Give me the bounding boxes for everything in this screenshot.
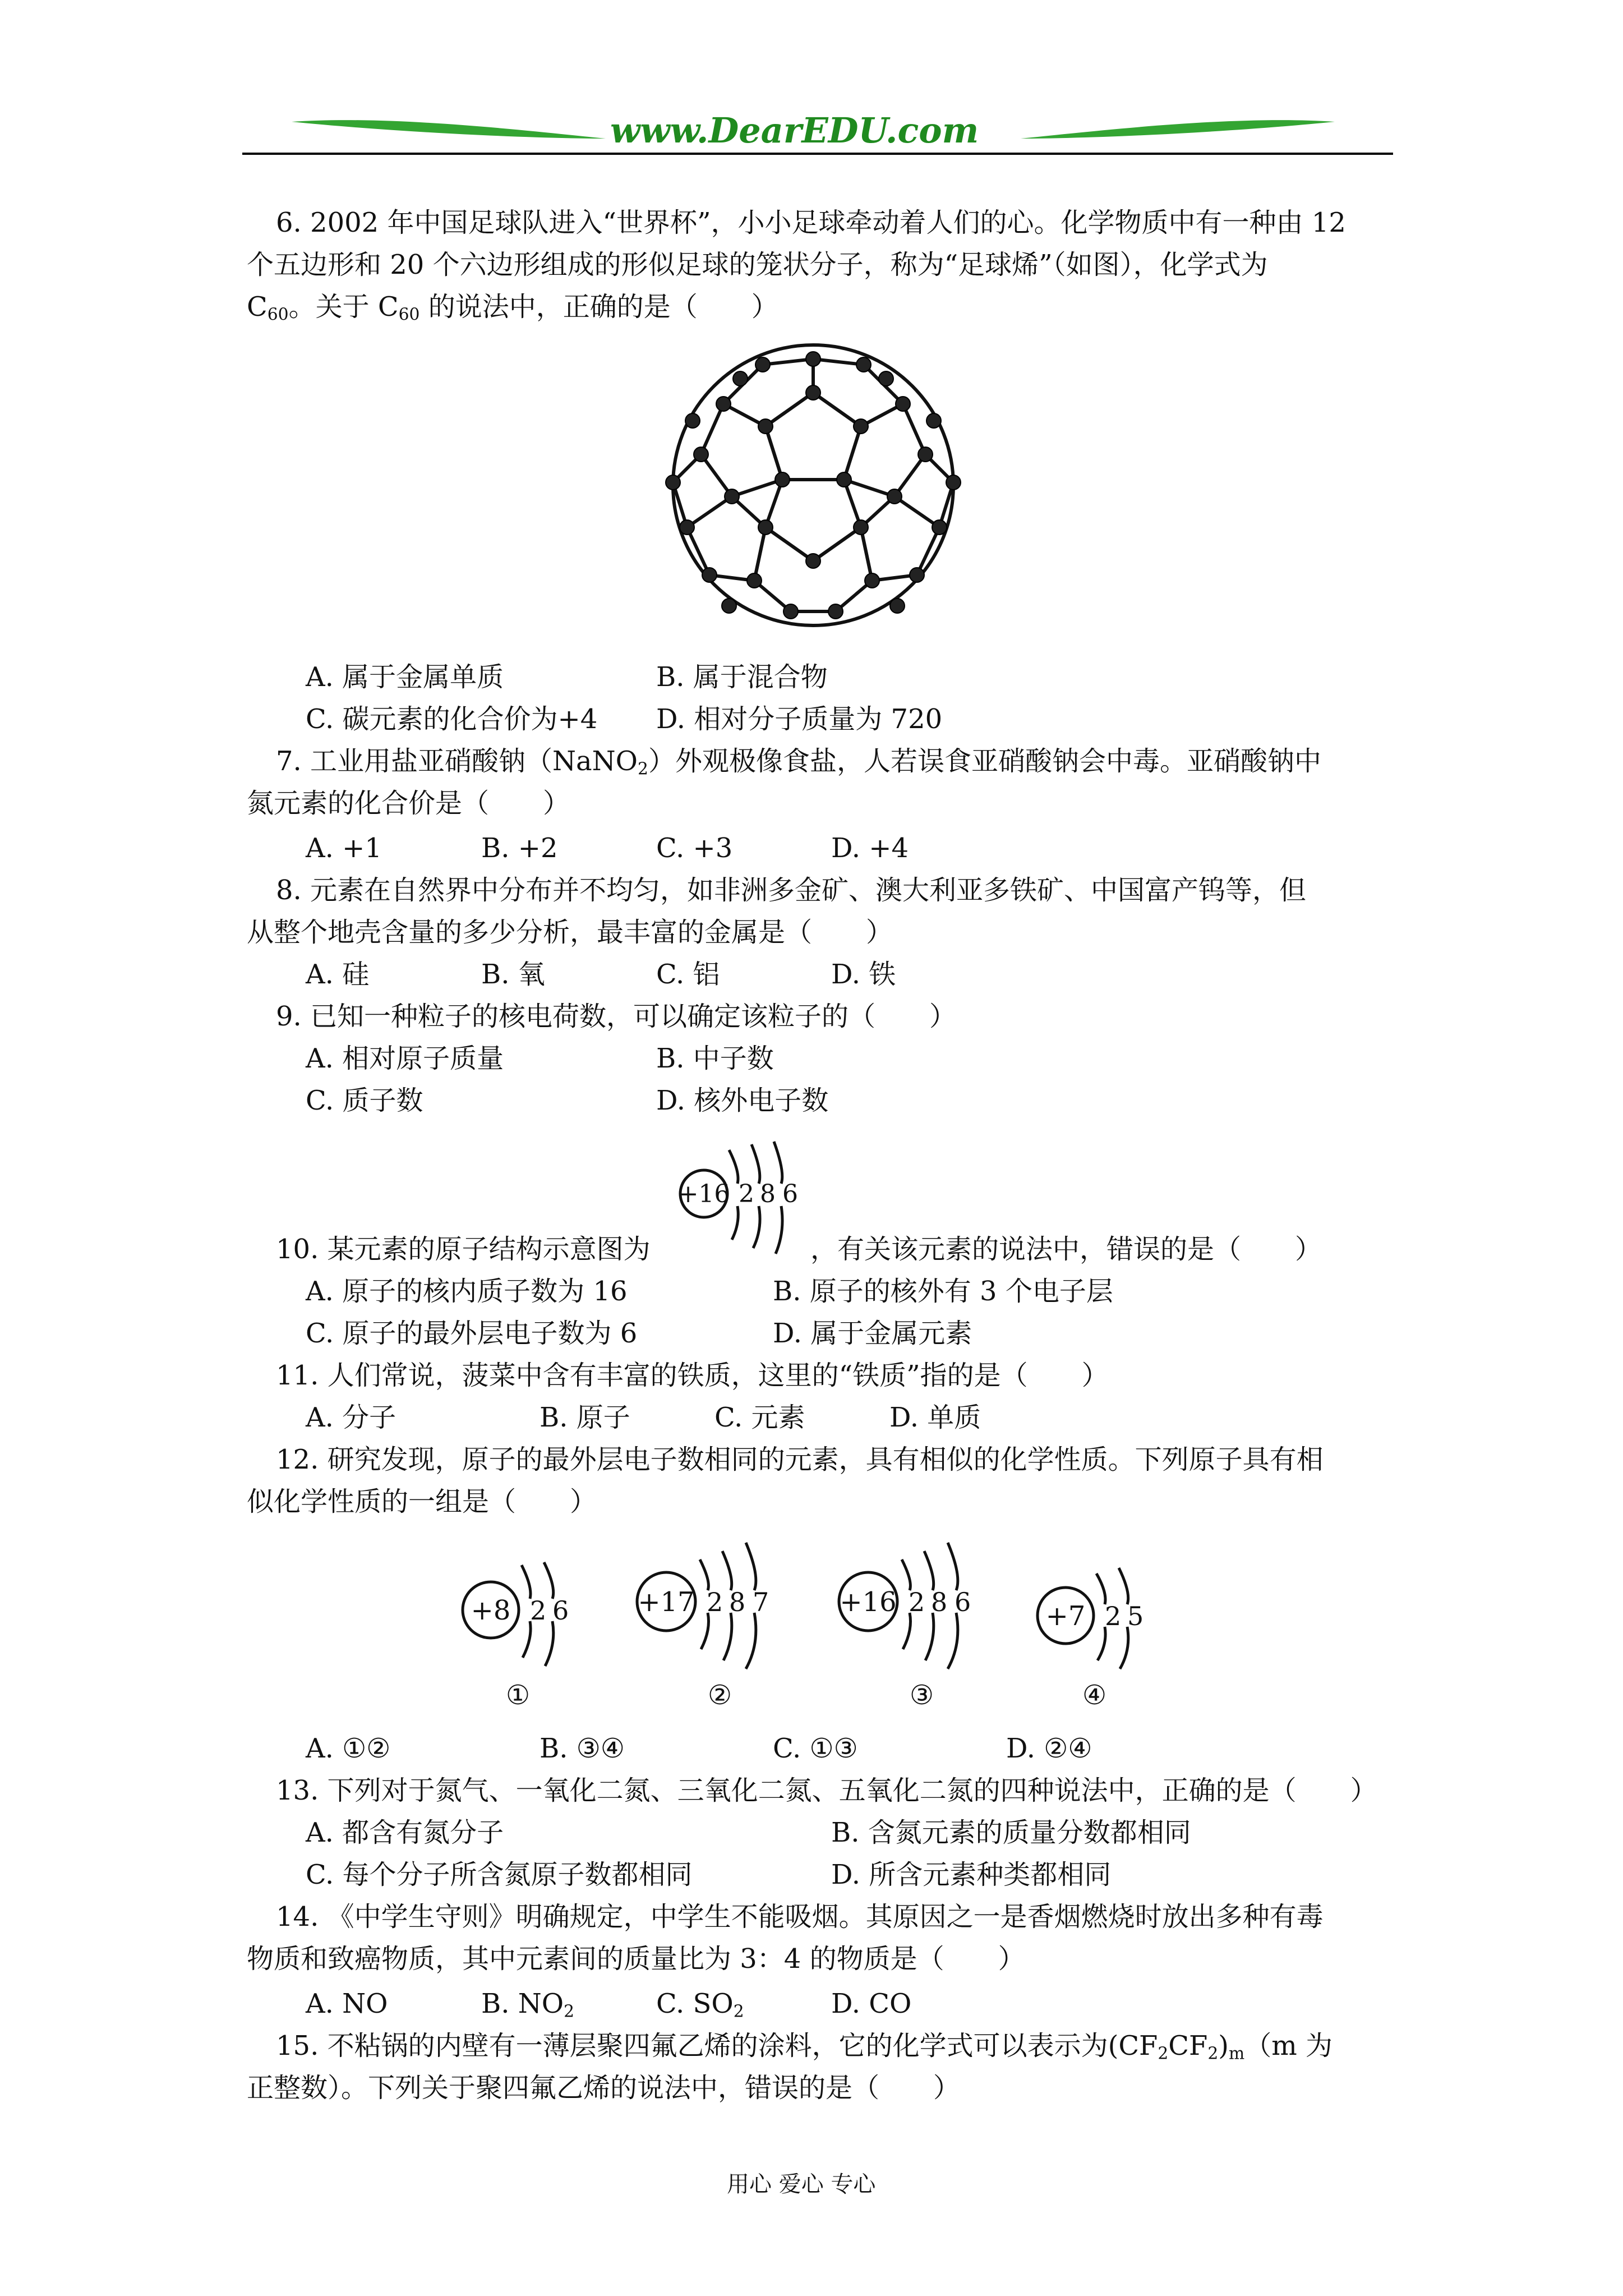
q12-atom-4-label: ④ xyxy=(1082,1680,1107,1711)
fullerene-c60-image xyxy=(639,325,987,645)
q10-shell-3: 6 xyxy=(782,1180,798,1208)
q9-option-c[interactable]: C. 质子数 xyxy=(306,1085,423,1116)
q11-option-d[interactable]: D. 单质 xyxy=(889,1402,981,1433)
q12-atom-2-shell-1: 2 xyxy=(707,1587,723,1617)
q12-atom-2-shell-3: 7 xyxy=(753,1587,769,1617)
q9-line1: 9. 已知一种粒子的核电荷数，可以确定该粒子的（ ） xyxy=(276,1001,957,1032)
q9-option-d[interactable]: D. 核外电子数 xyxy=(656,1085,829,1116)
q12-option-d[interactable]: D. ②④ xyxy=(1006,1733,1092,1764)
q12-atom-2-label: ② xyxy=(708,1680,732,1711)
q11-option-c[interactable]: C. 元素 xyxy=(714,1402,805,1433)
q12-atom-4 xyxy=(1029,1559,1164,1677)
q11-option-b[interactable]: B. 原子 xyxy=(540,1402,630,1433)
q14-option-b[interactable]: B. $NO_2$ xyxy=(481,1988,575,2022)
q13-line1: 13. 下列对于氮气、一氧化二氮、三氧化二氮、五氧化二氮的四种说法中，正确的是（ ） xyxy=(276,1775,1377,1806)
q7-option-a[interactable]: A. +1 xyxy=(306,832,382,864)
page-footer: 用心 爱心 专心 xyxy=(727,2171,876,2197)
q12-atom-1-shell-1: 2 xyxy=(530,1595,547,1626)
q10-shell-2: 8 xyxy=(760,1180,776,1208)
q8-option-b[interactable]: B. 氧 xyxy=(481,959,545,990)
q14-option-a[interactable]: A. NO xyxy=(306,1988,388,2019)
q12-atom-1-label: ① xyxy=(506,1680,531,1711)
q12-option-a[interactable]: A. ①② xyxy=(306,1733,391,1764)
q10-option-a[interactable]: A. 原子的核内质子数为 16 xyxy=(306,1276,628,1307)
q10-shell-1: 2 xyxy=(739,1180,754,1208)
q10-atom-diagram xyxy=(676,1128,816,1268)
q6-option-d[interactable]: D. 相对分子质量为 720 xyxy=(656,703,943,735)
q8-option-d[interactable]: D. 铁 xyxy=(831,959,896,990)
q12-atom-3 xyxy=(830,1537,993,1672)
q14-option-d[interactable]: D. CO xyxy=(831,1988,912,2019)
q10-option-d[interactable]: D. 属于金属元素 xyxy=(773,1318,972,1349)
q11-option-a[interactable]: A. 分子 xyxy=(306,1402,396,1433)
q15-line1: 15. 不粘锅的内壁有一薄层聚四氟乙烯的涂料，它的化学式可以表示为$(CF_2CF_2)_m(m$ 为 xyxy=(276,2030,1332,2064)
q7-option-b[interactable]: B. +2 xyxy=(481,832,558,864)
q12-atom-1 xyxy=(454,1554,589,1677)
q7-line1: 7. 工业用盐亚硝酸钠（NaNO$_2$）外观极像食盐，人若误食亚硝酸钠会中毒。亚硝酸钠中 xyxy=(276,746,1321,779)
q6-option-b[interactable]: B. 属于混合物 xyxy=(656,661,828,693)
q10-line1b: ，有关该元素的说法中，错误的是（ ） xyxy=(810,1234,1322,1265)
q12-atom-3-nucleus: +16 xyxy=(840,1586,897,1618)
q12-atom-1-nucleus: +8 xyxy=(471,1595,511,1626)
q7-line2: 氮元素的化合价是（ ） xyxy=(247,788,570,819)
header-divider xyxy=(242,153,1393,155)
q14-line1: 14. 《中学生守则》明确规定，中学生不能吸烟。其原因之一是香烟燃烧时放出多种有毒 xyxy=(276,1901,1324,1932)
site-logo-text[interactable]: www.DearEDU.com xyxy=(610,110,979,151)
q14-line2: 物质和致癌物质，其中元素间的质量比为 3：4 的物质是（ ） xyxy=(247,1943,1025,1975)
q7-option-c[interactable]: C. +3 xyxy=(656,832,733,864)
q12-atom-2-nucleus: +17 xyxy=(638,1586,695,1618)
q10-option-c[interactable]: C. 原子的最外层电子数为 6 xyxy=(306,1318,638,1349)
q12-atom-3-shell-2: 8 xyxy=(931,1587,948,1617)
q13-option-c[interactable]: C. 每个分子所含氮原子数都相同 xyxy=(306,1859,693,1890)
q12-atom-3-shell-1: 2 xyxy=(909,1587,925,1617)
q13-option-b[interactable]: B. 含氮元素的质量分数都相同 xyxy=(831,1817,1191,1848)
q12-atom-1-shell-2: 6 xyxy=(552,1595,569,1626)
q6-option-c[interactable]: C. 碳元素的化合价为+4 xyxy=(306,703,598,735)
q9-option-a[interactable]: A. 相对原子质量 xyxy=(306,1043,504,1074)
q8-line2: 从整个地壳含量的多少分析，最丰富的金属是（ ） xyxy=(247,917,893,948)
q10-option-b[interactable]: B. 原子的核外有 3 个电子层 xyxy=(773,1276,1113,1307)
q13-option-a[interactable]: A. 都含有氮分子 xyxy=(306,1817,504,1848)
q14-option-c[interactable]: C. $SO_2$ xyxy=(656,1988,744,2022)
q8-option-a[interactable]: A. 硅 xyxy=(306,959,370,990)
q13-option-d[interactable]: D. 所含元素种类都相同 xyxy=(831,1859,1112,1890)
q12-atom-4-shell-2: 5 xyxy=(1127,1601,1144,1631)
q12-option-c[interactable]: C. ①③ xyxy=(773,1733,858,1764)
q12-atom-2-shell-2: 8 xyxy=(729,1587,746,1617)
q12-atom-3-label: ③ xyxy=(910,1680,934,1711)
left-swoosh xyxy=(292,120,606,139)
q12-line1: 12. 研究发现，原子的最外层电子数相同的元素，具有相似的化学性质。下列原子具有相 xyxy=(276,1444,1324,1475)
q8-option-c[interactable]: C. 铝 xyxy=(656,959,720,990)
q12-atom-3-shell-3: 6 xyxy=(955,1587,971,1617)
q9-option-b[interactable]: B. 中子数 xyxy=(656,1043,774,1074)
q11-line1: 11. 人们常说，菠菜中含有丰富的铁质，这里的“铁质”指的是（ ） xyxy=(276,1360,1109,1391)
q12-option-b[interactable]: B. ③④ xyxy=(540,1733,625,1764)
right-swoosh xyxy=(1021,120,1335,139)
q6-line1: 6. 2002 年中国足球队进入“世界杯”，小小足球牵动着人们的心。化学物质中有一种由 12 xyxy=(276,207,1346,238)
q10-nucleus: +16 xyxy=(677,1180,730,1208)
q12-line2: 似化学性质的一组是（ ） xyxy=(247,1486,597,1517)
q6-line3: $C_{60}$。关于 $C_{60}$ 的说法中，正确的是（ ） xyxy=(247,291,778,325)
q12-atom-2 xyxy=(628,1537,791,1672)
q15-line2: 正整数）。下列关于聚四氟乙烯的说法中，错误的是（ ） xyxy=(247,2072,961,2104)
q10-line1a: 10. 某元素的原子结构示意图为 xyxy=(276,1234,651,1265)
q6-line2: 个五边形和 20 个六边形组成的形似足球的笼状分子，称为“足球烯”（如图），化学式为 xyxy=(247,249,1268,280)
q12-atom-4-nucleus: +7 xyxy=(1045,1600,1086,1632)
q7-option-d[interactable]: D. +4 xyxy=(831,832,909,864)
q12-atom-4-shell-1: 2 xyxy=(1105,1601,1122,1631)
q6-option-a[interactable]: A. 属于金属单质 xyxy=(306,661,504,693)
q8-line1: 8. 元素在自然界中分布并不均匀，如非洲多金矿、澳大利亚多铁矿、中国富产钨等，但 xyxy=(276,875,1307,906)
